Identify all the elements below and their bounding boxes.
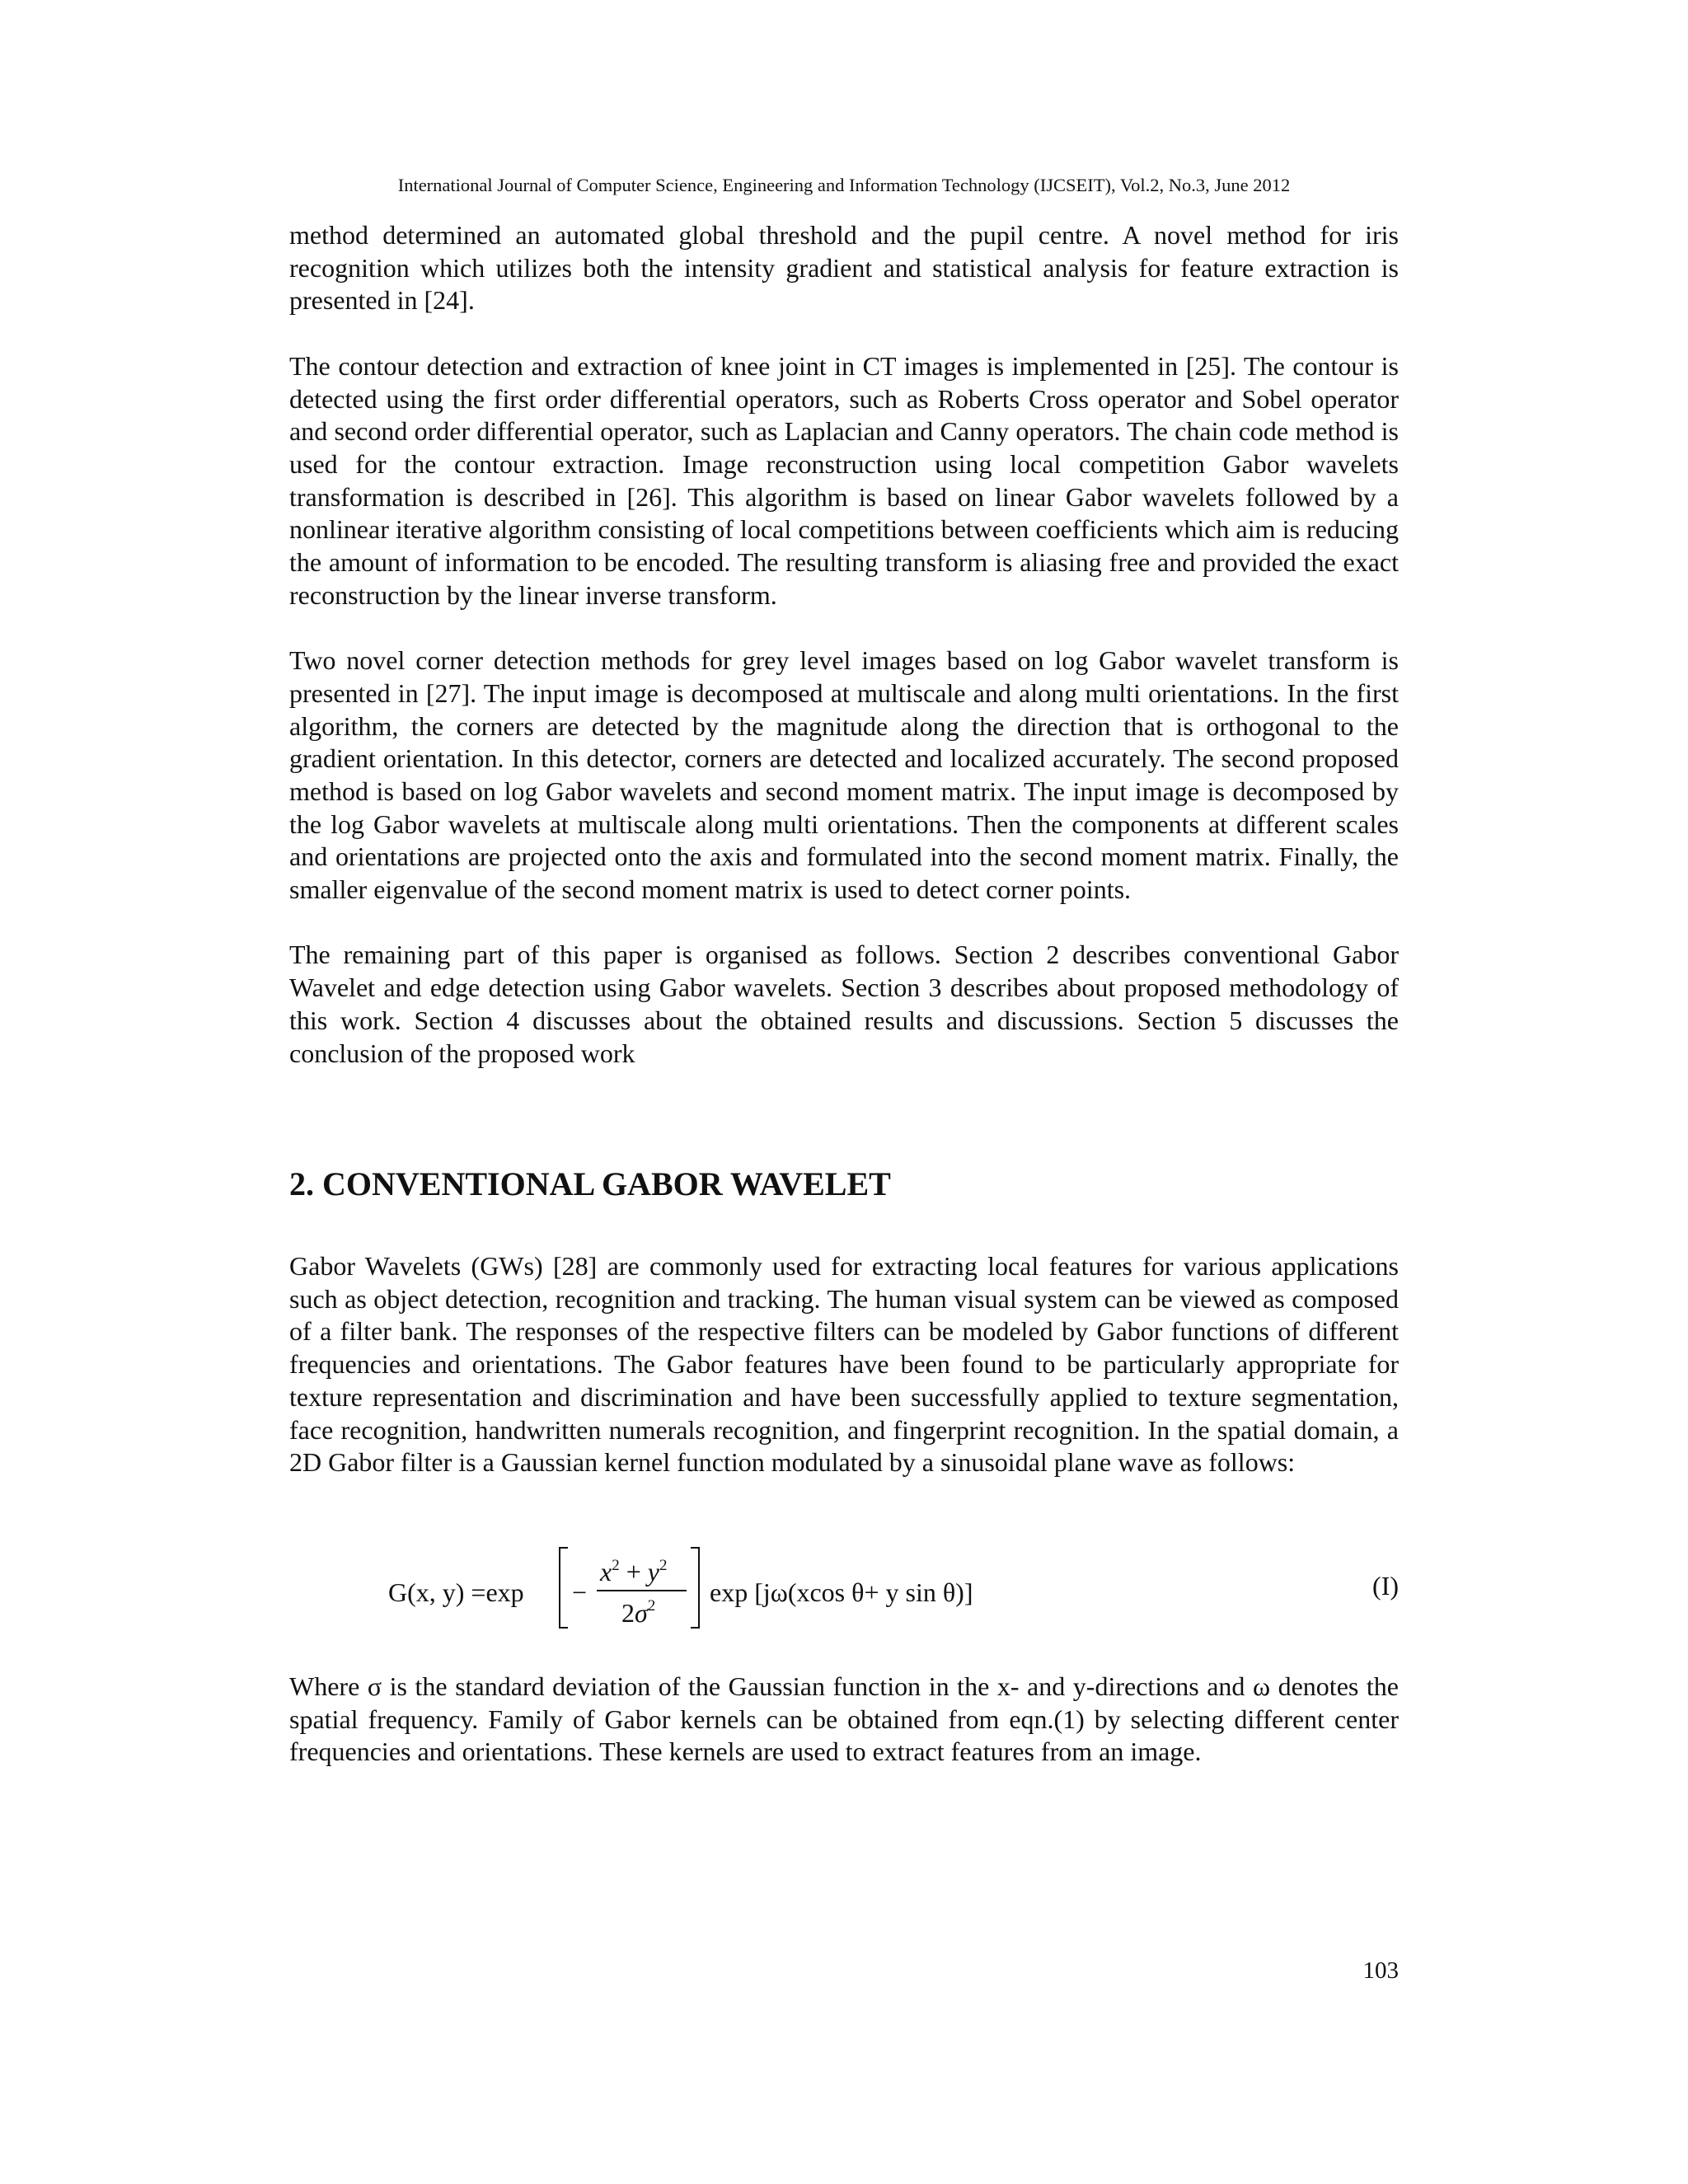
right-bracket: [691, 1548, 699, 1628]
left-bracket: [560, 1548, 568, 1628]
paragraph-paper-organisation: The remaining part of this paper is organised as follows. Section 2 describes conventional Gabor Wavelet and edge detection using Gabor wavelets. Section 3 describes about proposed methodology of this work. Section 4 discusses about the obtained results and discussions. Section 5 discusses the conclusion of the proposed work: [289, 940, 1399, 1068]
paragraph-gabor-wavelets: Gabor Wavelets (GWs) [28] are commonly used for extracting local features for various applications such as object detection, recognition and tracking. The human visual system can be viewed as composed of a filter bank. The responses of the respective filters can be modeled by Gabor functions of different frequencies and orientations. The Gabor features have been found to be particularly appropriate for texture representation and discrimination and have been successfully applied to texture segmentation, face recognition, handwritten numerals recognition, and fingerprint recognition. In the spatial domain, a 2D Gabor filter is a Gaussian kernel function modulated by a sinusoidal plane wave as follows:: [289, 1251, 1399, 1478]
equation-numerator: $x^2 + y^2$: [600, 1557, 668, 1586]
paragraph-equation-explanation: Where σ is the standard deviation of the Gaussian function in the x- and y-directions and ω denotes the spatial frequency. Family of Gabor kernels can be obtained from eqn.(1) by selecting different center frequencies and orientations. These kernels are used to extract features from an image.: [289, 1671, 1399, 1767]
paragraph-contour-detection: The contour detection and extraction of knee joint in CT images is implemented in [25]. The contour is detected using the first order differential operators, such as Roberts Cross operator and Sobel operator and second order differential operator, such as Laplacian and Canny operators. The chain code method is used for the contour extraction. Image reconstruction using local competition Gabor wavelets transformation is described in [26]. This algorithm is based on linear Gabor wavelets followed by a nonlinear iterative algorithm consisting of local competitions between coefficients which aim is reducing the amount of information to be encoded. The resulting transform is aliasing free and provided the exact reconstruction by the linear inverse transform.: [289, 350, 1399, 610]
page-number: 103: [1362, 1957, 1399, 1984]
equation-1: [289, 1533, 1399, 1640]
equation-number: (I): [1372, 1571, 1399, 1601]
equation-denominator: $2\sigma^2$: [621, 1597, 656, 1628]
section-heading: 2. CONVENTIONAL GABOR WAVELET: [289, 1165, 891, 1202]
gabor-text-block: [289, 1250, 1399, 1512]
running-header: International Journal of Computer Science, Engineering and Information Technology (IJCSEIT), Vol.2, No.3, June 2012: [397, 175, 1291, 195]
equation-minus: −: [572, 1577, 588, 1607]
paragraph-iris-recognition: method determined an automated global threshold and the pupil centre. A novel method for iris recognition which utilizes both the intensity gradient and statistical analysis for feature extraction is presented in [24].: [289, 220, 1399, 316]
paragraph-corner-detection: Two novel corner detection methods for grey level images based on log Gabor wavelet transform is presented in [27]. The input image is decomposed at multiscale and along multi orientations. In the first algorithm, the corners are detected by the magnitude along the direction that is orthogonal to the gradient orientation. In this detector, corners are detected and localized accurately. The second proposed method is based on log Gabor wavelets and second moment matrix. The input image is decomposed by the log Gabor wavelets at multiscale along multi orientations. Then the components at different scales and orientations are projected onto the axis and formulated into the second moment matrix. Finally, the smaller eigenvalue of the second moment matrix is used to detect corner points.: [289, 645, 1399, 905]
intro-text-block: [289, 219, 1399, 1103]
equation-lhs: G(x, y) =exp: [388, 1577, 524, 1607]
gabor-equation: [388, 1533, 1212, 1640]
equation-rhs: exp [jω(xcos θ+ y sin θ)]: [710, 1577, 973, 1607]
equation-explanation-block: [289, 1671, 1399, 1802]
